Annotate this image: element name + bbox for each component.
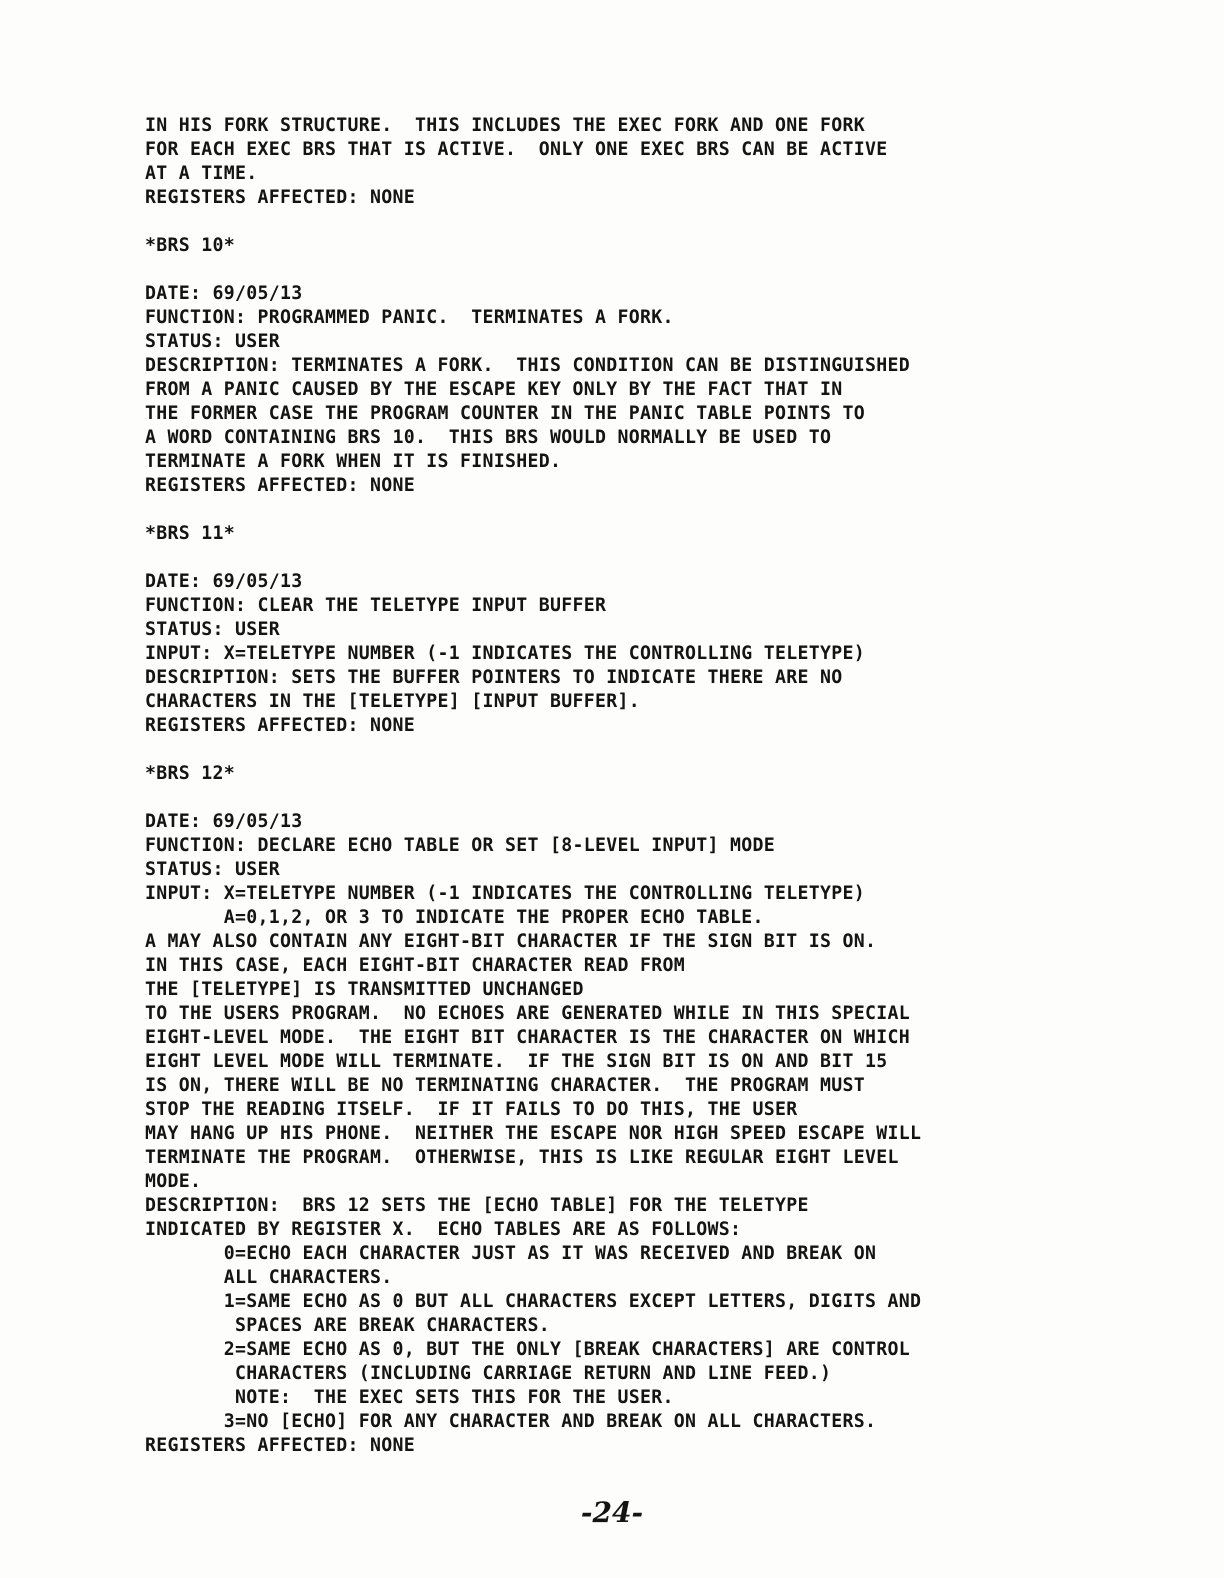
- blank-line: [145, 738, 1145, 762]
- section-heading: *BRS 10*: [145, 235, 235, 256]
- text-line: IS ON, THERE WILL BE NO TERMINATING CHARACTER. THE PROGRAM MUST: [145, 1075, 865, 1096]
- text-line: TO THE USERS PROGRAM. NO ECHOES ARE GENERATED WHILE IN THIS SPECIAL: [145, 1003, 910, 1024]
- text-line: DATE: 69/05/13: [145, 811, 303, 832]
- text-line: FOR EACH EXEC BRS THAT IS ACTIVE. ONLY ONE EXEC BRS CAN BE ACTIVE: [145, 139, 888, 160]
- text-line: TERMINATE THE PROGRAM. OTHERWISE, THIS IS LIKE REGULAR EIGHT LEVEL: [145, 1147, 899, 1168]
- text-line: MODE.: [145, 1171, 202, 1192]
- text-line: 2=SAME ECHO AS 0, BUT THE ONLY [BREAK CHARACTERS] ARE CONTROL: [145, 1339, 910, 1360]
- text-line: FUNCTION: DECLARE ECHO TABLE OR SET [8-LEVEL INPUT] MODE: [145, 835, 775, 856]
- text-line: STATUS: USER: [145, 619, 280, 640]
- text-line: DATE: 69/05/13: [145, 283, 303, 304]
- text-line: THE [TELETYPE] IS TRANSMITTED UNCHANGED: [145, 979, 584, 1000]
- text-line: SPACES ARE BREAK CHARACTERS.: [145, 1315, 550, 1336]
- text-line: REGISTERS AFFECTED: NONE: [145, 715, 415, 736]
- text-line: STATUS: USER: [145, 331, 280, 352]
- text-line: IN THIS CASE, EACH EIGHT-BIT CHARACTER READ FROM: [145, 955, 685, 976]
- text-line: EIGHT LEVEL MODE WILL TERMINATE. IF THE SIGN BIT IS ON AND BIT 15: [145, 1051, 888, 1072]
- text-line: STATUS: USER: [145, 859, 280, 880]
- blank-line: [145, 786, 1145, 810]
- text-line: EIGHT-LEVEL MODE. THE EIGHT BIT CHARACTER IS THE CHARACTER ON WHICH: [145, 1027, 910, 1048]
- text-line: NOTE: THE EXEC SETS THIS FOR THE USER.: [145, 1387, 674, 1408]
- text-line: TERMINATE A FORK WHEN IT IS FINISHED.: [145, 451, 562, 472]
- section-heading: *BRS 11*: [145, 523, 235, 544]
- text-line: 0=ECHO EACH CHARACTER JUST AS IT WAS RECEIVED AND BREAK ON: [145, 1243, 877, 1264]
- text-line: DESCRIPTION: TERMINATES A FORK. THIS CONDITION CAN BE DISTINGUISHED: [145, 355, 910, 376]
- text-line: 1=SAME ECHO AS 0 BUT ALL CHARACTERS EXCEPT LETTERS, DIGITS AND: [145, 1291, 922, 1312]
- text-line: THE FORMER CASE THE PROGRAM COUNTER IN THE PANIC TABLE POINTS TO: [145, 403, 865, 424]
- text-line: DESCRIPTION: SETS THE BUFFER POINTERS TO INDICATE THERE ARE NO: [145, 667, 843, 688]
- text-line: A MAY ALSO CONTAIN ANY EIGHT-BIT CHARACTER IF THE SIGN BIT IS ON.: [145, 931, 877, 952]
- text-line: MAY HANG UP HIS PHONE. NEITHER THE ESCAPE NOR HIGH SPEED ESCAPE WILL: [145, 1123, 922, 1144]
- text-line: REGISTERS AFFECTED: NONE: [145, 1435, 415, 1456]
- text-line: AT A TIME.: [145, 163, 258, 184]
- text-line: A WORD CONTAINING BRS 10. THIS BRS WOULD NORMALLY BE USED TO: [145, 427, 832, 448]
- text-line: CHARACTERS (INCLUDING CARRIAGE RETURN AND LINE FEED.): [145, 1363, 832, 1384]
- text-line: FROM A PANIC CAUSED BY THE ESCAPE KEY ONLY BY THE FACT THAT IN: [145, 379, 843, 400]
- blank-line: [145, 210, 1145, 234]
- text-line: ALL CHARACTERS.: [145, 1267, 393, 1288]
- text-line: A=0,1,2, OR 3 TO INDICATE THE PROPER ECHO TABLE.: [145, 907, 764, 928]
- text-line: REGISTERS AFFECTED: NONE: [145, 187, 415, 208]
- text-line: 3=NO [ECHO] FOR ANY CHARACTER AND BREAK ON ALL CHARACTERS.: [145, 1411, 877, 1432]
- section-heading: *BRS 12*: [145, 763, 235, 784]
- text-line: INPUT: X=TELETYPE NUMBER (-1 INDICATES THE CONTROLLING TELETYPE): [145, 643, 865, 664]
- text-line: FUNCTION: CLEAR THE TELETYPE INPUT BUFFER: [145, 595, 607, 616]
- text-line: DESCRIPTION: BRS 12 SETS THE [ECHO TABLE] FOR THE TELETYPE: [145, 1195, 809, 1216]
- text-line: CHARACTERS IN THE [TELETYPE] [INPUT BUFFER].: [145, 691, 640, 712]
- text-line: STOP THE READING ITSELF. IF IT FAILS TO DO THIS, THE USER: [145, 1099, 798, 1120]
- text-line: REGISTERS AFFECTED: NONE: [145, 475, 415, 496]
- blank-line: [145, 546, 1145, 570]
- text-line: INDICATED BY REGISTER X. ECHO TABLES ARE AS FOLLOWS:: [145, 1219, 742, 1240]
- document-body: [145, 114, 1145, 1458]
- text-line: IN HIS FORK STRUCTURE. THIS INCLUDES THE EXEC FORK AND ONE FORK: [145, 115, 865, 136]
- page-number: -24-: [580, 1496, 644, 1529]
- blank-line: [145, 498, 1145, 522]
- text-line: DATE: 69/05/13: [145, 571, 303, 592]
- text-line: FUNCTION: PROGRAMMED PANIC. TERMINATES A FORK.: [145, 307, 674, 328]
- blank-line: [145, 258, 1145, 282]
- text-line: INPUT: X=TELETYPE NUMBER (-1 INDICATES THE CONTROLLING TELETYPE): [145, 883, 865, 904]
